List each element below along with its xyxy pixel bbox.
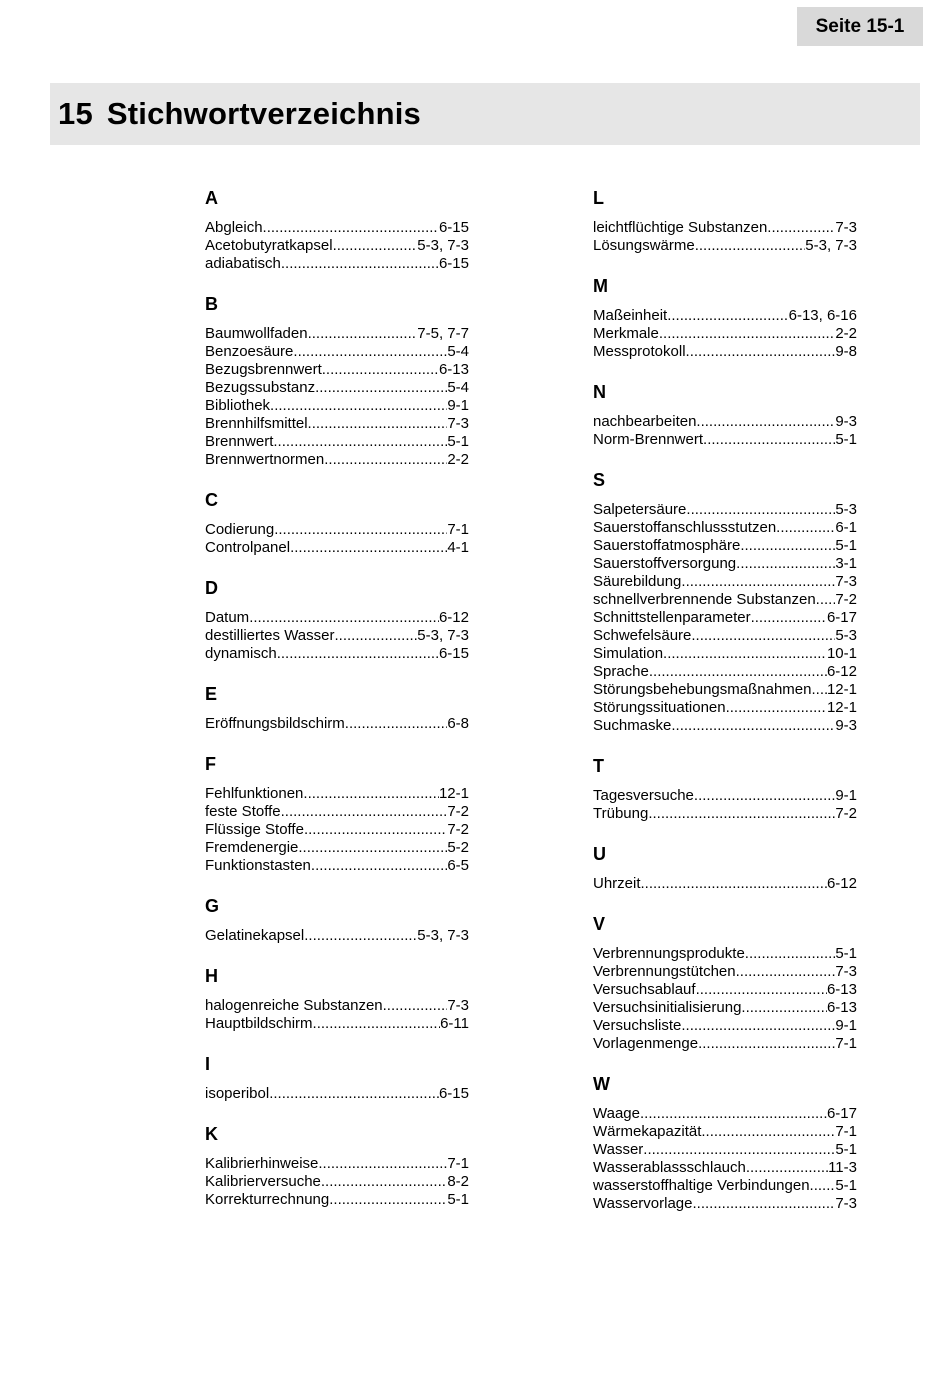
index-entry: [205, 1191, 469, 1209]
dot-leader: [318, 1155, 447, 1173]
index-page-ref: 7-3: [835, 219, 857, 236]
dot-leader: [298, 839, 447, 857]
dot-leader: [649, 663, 827, 681]
dot-leader: [303, 785, 439, 803]
dot-leader: [746, 1159, 828, 1177]
index-section: [593, 273, 857, 361]
index-entry: [205, 609, 469, 627]
index-term: Merkmale: [593, 325, 659, 342]
index-page-ref: 6-13: [826, 999, 857, 1016]
index-entry: [593, 431, 857, 449]
index-entry: [593, 537, 857, 555]
index-page-ref: 7-3: [835, 573, 857, 590]
index-term: Norm-Brennwert: [593, 431, 704, 448]
dot-leader: [692, 1195, 835, 1213]
index-term: Versuchsablauf: [593, 981, 696, 998]
index-page-ref: 5-1: [835, 537, 857, 554]
index-term: isoperibol: [205, 1085, 270, 1102]
dot-leader: [281, 803, 448, 821]
index-entry: [593, 573, 857, 591]
dot-leader: [290, 539, 447, 557]
index-entry: [205, 857, 469, 875]
index-page-ref: 6-15: [438, 219, 469, 236]
index-page-ref: 6-13: [438, 361, 469, 378]
index-term: Brennwert: [205, 433, 274, 450]
index-page-ref: 5-3, 7-3: [417, 237, 469, 254]
index-entry: [205, 415, 469, 433]
dot-leader: [277, 645, 439, 663]
index-page-ref: 6-17: [826, 1105, 857, 1122]
dot-leader: [698, 1035, 835, 1053]
index-entry: [205, 715, 469, 733]
index-entry: [593, 555, 857, 573]
index-term: Sauerstoffatmosphäre: [593, 537, 741, 554]
index-entry: [593, 805, 857, 823]
index-section: [205, 575, 469, 663]
index-page-ref: 5-1: [835, 1141, 857, 1158]
index-entry: [205, 1085, 469, 1103]
index-term: Kalibrierversuche: [205, 1173, 321, 1190]
dot-leader: [308, 325, 418, 343]
dot-leader: [741, 999, 827, 1017]
chapter-number: 15: [58, 96, 93, 131]
index-term: Abgleich: [205, 219, 263, 236]
index-page-ref: 11-3: [828, 1159, 857, 1176]
index-entry: [593, 999, 857, 1017]
dot-leader: [324, 451, 447, 469]
dot-leader: [643, 1141, 835, 1159]
index-entry: [205, 803, 469, 821]
index-page-ref: 5-1: [835, 945, 857, 962]
page-number-label: Seite 15-1: [797, 7, 923, 46]
dot-leader: [329, 1191, 447, 1209]
index-page-ref: 5-3, 7-3: [417, 627, 469, 644]
dot-leader: [304, 821, 447, 839]
index-entry: [593, 307, 857, 325]
dot-leader: [322, 361, 439, 379]
index-entry: [593, 699, 857, 717]
section-letter-heading: V: [593, 914, 606, 934]
index-page-ref: 2-2: [835, 325, 857, 342]
index-term: nachbearbeiten: [593, 413, 697, 430]
index-entry: [593, 501, 857, 519]
index-term: halogenreiche Substanzen: [205, 997, 383, 1014]
index-page-ref: 6-13, 6-16: [788, 307, 857, 324]
index-entry: [205, 343, 469, 361]
dot-leader: [270, 397, 447, 415]
index-entry: [205, 785, 469, 803]
dot-leader: [726, 699, 827, 717]
index-page-ref: 5-3: [835, 501, 857, 518]
index-page-ref: 7-1: [447, 1155, 469, 1172]
index-page-ref: 7-3: [447, 415, 469, 432]
index-term: Waage: [593, 1105, 640, 1122]
dot-leader: [736, 963, 836, 981]
index-entry: [205, 1015, 469, 1033]
index-entry: [205, 1155, 469, 1173]
index-section: [205, 681, 469, 733]
index-term: adiabatisch: [205, 255, 281, 272]
dot-leader: [293, 343, 447, 361]
index-term: Wasserablassschlauch: [593, 1159, 746, 1176]
index-page-ref: 7-3: [835, 963, 857, 980]
index-entry: [593, 1123, 857, 1141]
index-page-ref: 7-1: [835, 1035, 857, 1052]
index-page-ref: 5-4: [447, 343, 469, 360]
index-term: schnellverbrennende Substanzen: [593, 591, 816, 608]
index-entry: [593, 343, 857, 361]
index-section: [593, 911, 857, 1053]
index-entry: [593, 1141, 857, 1159]
dot-leader: [736, 555, 835, 573]
index-term: Bibliothek: [205, 397, 271, 414]
index-page-ref: 12-1: [826, 699, 857, 716]
index-page-ref: 6-15: [438, 255, 469, 272]
index-term: Sauerstoffversorgung: [593, 555, 737, 572]
section-letter-heading: K: [205, 1124, 218, 1144]
dot-leader: [311, 857, 447, 875]
index-entry: [205, 821, 469, 839]
index-entry: [593, 237, 857, 255]
index-page-ref: 9-1: [447, 397, 469, 414]
dot-leader: [671, 717, 835, 735]
index-page-ref: 9-1: [835, 787, 857, 804]
index-term: Kalibrierhinweise: [205, 1155, 319, 1172]
dot-leader: [667, 307, 788, 325]
section-letter-heading: U: [593, 844, 606, 864]
index-term: Salpetersäure: [593, 501, 687, 518]
index-term: destilliertes Wasser: [205, 627, 335, 644]
index-entry: [593, 1195, 857, 1213]
index-term: Fehlfunktionen: [205, 785, 304, 802]
dot-leader: [249, 609, 439, 627]
dot-leader: [681, 573, 835, 591]
section-letter-heading: C: [205, 490, 218, 510]
index-entry: [205, 237, 469, 255]
index-entry: [593, 219, 857, 237]
index-term: Trübung: [593, 805, 649, 822]
index-section: [593, 841, 857, 893]
section-letter-heading: G: [205, 896, 220, 916]
index-term: Wasservorlage: [593, 1195, 693, 1212]
index-term: Versuchsliste: [593, 1017, 682, 1034]
index-entry: [205, 219, 469, 237]
index-page-ref: 5-3: [835, 627, 857, 644]
dot-leader: [691, 627, 835, 645]
index-section: [205, 487, 469, 557]
index-entry: [593, 945, 857, 963]
dot-leader: [274, 521, 447, 539]
section-letter-heading: W: [593, 1074, 610, 1094]
index-page-ref: 7-2: [447, 821, 469, 838]
index-term: Vorlagenmenge: [593, 1035, 699, 1052]
dot-leader: [304, 927, 417, 945]
dot-leader: [701, 1123, 835, 1141]
dot-leader: [321, 1173, 447, 1191]
index-page-ref: 12-1: [438, 785, 469, 802]
index-entry: [205, 433, 469, 451]
section-letter-heading: S: [593, 470, 606, 490]
index-entry: [205, 325, 469, 343]
index-term: Baumwollfaden: [205, 325, 308, 342]
index-term: Versuchsinitialisierung: [593, 999, 742, 1016]
index-term: Störungsbehebungsmaßnahmen: [593, 681, 812, 698]
dot-leader: [816, 591, 836, 609]
index-entry: [593, 787, 857, 805]
index-term: Eröffnungsbildschirm: [205, 715, 345, 732]
index-term: Verbrennungstütchen: [593, 963, 736, 980]
index-page-ref: 6-12: [438, 609, 469, 626]
index-entry: [205, 627, 469, 645]
index-section: [593, 1071, 857, 1213]
index-section: [593, 185, 857, 255]
index-page-ref: 7-2: [447, 803, 469, 820]
index-section: [205, 963, 469, 1033]
dot-leader: [263, 219, 439, 237]
index-entry: [593, 1017, 857, 1035]
index-page-ref: 7-2: [835, 591, 857, 608]
dot-leader: [345, 715, 448, 733]
index-entry: [593, 591, 857, 609]
section-letter-heading: T: [593, 756, 604, 776]
index-entry: [593, 627, 857, 645]
index-entry: [593, 963, 857, 981]
index-page-ref: 6-5: [447, 857, 469, 874]
dot-leader: [334, 627, 417, 645]
index-page-ref: 4-1: [447, 539, 469, 556]
index-page-ref: 8-2: [447, 1173, 469, 1190]
index-page-ref: 7-2: [835, 805, 857, 822]
index-page-ref: 9-3: [835, 413, 857, 430]
index-term: Brennwertnormen: [205, 451, 325, 468]
index-entry: [593, 981, 857, 999]
index-entry: [593, 1177, 857, 1195]
index-page-ref: 6-13: [826, 981, 857, 998]
index-term: Simulation: [593, 645, 664, 662]
index-section: [205, 893, 469, 945]
dot-leader: [281, 255, 439, 273]
index-page-ref: 6-15: [438, 1085, 469, 1102]
index-term: Uhrzeit: [593, 875, 641, 892]
dot-leader: [648, 805, 835, 823]
dot-leader: [659, 325, 835, 343]
index-page-ref: 12-1: [826, 681, 857, 698]
index-page-ref: 7-1: [447, 521, 469, 538]
index-section: [205, 1121, 469, 1209]
index-page-ref: 9-8: [835, 343, 857, 360]
index-entry: [205, 451, 469, 469]
dot-leader: [740, 537, 835, 555]
index-entry: [205, 397, 469, 415]
dot-leader: [695, 237, 806, 255]
dot-leader: [681, 1017, 835, 1035]
index-entry: [593, 681, 857, 699]
index-section: [205, 1051, 469, 1103]
index-entry: [205, 379, 469, 397]
dot-leader: [696, 413, 835, 431]
index-term: Wärmekapazität: [593, 1123, 702, 1140]
index-term: Benzoesäure: [205, 343, 294, 360]
index-entry: [593, 519, 857, 537]
index-page-ref: 5-3, 7-3: [417, 927, 469, 944]
index-term: Codierung: [205, 521, 275, 538]
index-term: Bezugsbrennwert: [205, 361, 322, 378]
index-entry: [205, 361, 469, 379]
index-term: Störungssituationen: [593, 699, 726, 716]
index-term: Messprotokoll: [593, 343, 686, 360]
index-page-ref: 6-17: [826, 609, 857, 626]
index-term: Korrekturrechnung: [205, 1191, 330, 1208]
index-term: Hauptbildschirm: [205, 1015, 313, 1032]
index-term: Suchmaske: [593, 717, 672, 734]
index-page-ref: 3-1: [835, 555, 857, 572]
index-entry: [205, 839, 469, 857]
dot-leader: [641, 875, 827, 893]
index-page-ref: 7-3: [447, 997, 469, 1014]
section-letter-heading: D: [205, 578, 218, 598]
index-term: Funktionstasten: [205, 857, 311, 874]
dot-leader: [315, 379, 447, 397]
index-entry: [593, 663, 857, 681]
index-term: Fremdenergie: [205, 839, 299, 856]
dot-leader: [696, 981, 827, 999]
index-page-ref: 5-2: [447, 839, 469, 856]
dot-leader: [694, 787, 835, 805]
index-entry: [593, 1105, 857, 1123]
index-term: Lösungswärme: [593, 237, 695, 254]
index-page-ref: 2-2: [447, 451, 469, 468]
section-letter-heading: B: [205, 294, 218, 314]
index-page-ref: 6-12: [826, 875, 857, 892]
index-entry: [593, 645, 857, 663]
index-page-ref: 6-1: [835, 519, 857, 536]
index-column-left: [205, 185, 469, 1209]
index-term: Controlpanel: [205, 539, 291, 556]
index-term: Brennhilfsmittel: [205, 415, 308, 432]
index-page-ref: 6-8: [447, 715, 469, 732]
index-column-right: [593, 185, 857, 1213]
dot-leader: [273, 433, 447, 451]
index-term: Schnittstellenparameter: [593, 609, 751, 626]
index-page-ref: 6-11: [440, 1015, 469, 1032]
index-term: Gelatinekapsel: [205, 927, 305, 944]
dot-leader: [811, 681, 826, 699]
index-entry: [593, 1159, 857, 1177]
dot-leader: [810, 1177, 836, 1195]
index-section: [205, 291, 469, 469]
index-entry: [205, 255, 469, 273]
dot-leader: [686, 343, 836, 361]
index-term: Sprache: [593, 663, 649, 680]
dot-leader: [640, 1105, 827, 1123]
section-letter-heading: L: [593, 188, 604, 208]
section-letter-heading: I: [205, 1054, 211, 1074]
dot-leader: [686, 501, 835, 519]
dot-leader: [333, 237, 418, 255]
dot-leader: [751, 609, 827, 627]
index-entry: [593, 413, 857, 431]
index-entry: [205, 539, 469, 557]
dot-leader: [745, 945, 836, 963]
index-term: Bezugssubstanz: [205, 379, 316, 396]
index-page-ref: 9-3: [835, 717, 857, 734]
index-entry: [593, 875, 857, 893]
index-term: Datum: [205, 609, 250, 626]
index-section: [593, 379, 857, 449]
section-letter-heading: M: [593, 276, 608, 296]
index-page-ref: 7-3: [835, 1195, 857, 1212]
index-section: [205, 185, 469, 273]
index-entry: [205, 927, 469, 945]
index-entry: [205, 997, 469, 1015]
dot-leader: [313, 1015, 441, 1033]
index-entry: [593, 717, 857, 735]
index-page-ref: 5-1: [835, 1177, 857, 1194]
index-page-ref: 7-1: [835, 1123, 857, 1140]
index-page-ref: 10-1: [826, 645, 857, 662]
dot-leader: [269, 1085, 439, 1103]
index-page-ref: 5-1: [835, 431, 857, 448]
index-section: [593, 753, 857, 823]
index-term: Flüssige Stoffe: [205, 821, 304, 838]
index-term: dynamisch: [205, 645, 277, 662]
index-page-ref: 6-15: [438, 645, 469, 662]
index-page-ref: 5-3, 7-3: [805, 237, 857, 254]
section-letter-heading: E: [205, 684, 218, 704]
index-page-ref: 9-1: [835, 1017, 857, 1034]
index-entry: [205, 1173, 469, 1191]
index-entry: [205, 521, 469, 539]
index-entry: [593, 1035, 857, 1053]
index-term: Sauerstoffanschlussstutzen: [593, 519, 777, 536]
index-term: feste Stoffe: [205, 803, 281, 820]
index-term: Acetobutyratkapsel: [205, 237, 333, 254]
index-term: Säurebildung: [593, 573, 682, 590]
section-letter-heading: F: [205, 754, 216, 774]
section-letter-heading: H: [205, 966, 218, 986]
dot-leader: [663, 645, 827, 663]
index-page-ref: 5-1: [447, 433, 469, 450]
index-page-ref: 5-4: [447, 379, 469, 396]
dot-leader: [776, 519, 835, 537]
index-term: Maßeinheit: [593, 307, 668, 324]
index-term: Tagesversuche: [593, 787, 694, 804]
index-section: [593, 467, 857, 735]
chapter-title-bar: [50, 83, 920, 145]
index-page-ref: 7-5, 7-7: [417, 325, 469, 342]
index-term: Schwefelsäure: [593, 627, 692, 644]
dot-leader: [767, 219, 835, 237]
dot-leader: [383, 997, 448, 1015]
section-letter-heading: N: [593, 382, 606, 402]
dot-leader: [703, 431, 835, 449]
dot-leader: [308, 415, 448, 433]
index-term: leichtflüchtige Substanzen: [593, 219, 768, 236]
index-entry: [593, 325, 857, 343]
chapter-title: Stichwortverzeichnis: [106, 96, 421, 131]
section-letter-heading: A: [205, 188, 218, 208]
index-term: wasserstoffhaltige Verbindungen: [593, 1177, 810, 1194]
index-page-ref: 6-12: [826, 663, 857, 680]
index-term: Verbrennungsprodukte: [593, 945, 745, 962]
index-term: Wasser: [593, 1141, 644, 1158]
index-page-ref: 5-1: [447, 1191, 469, 1208]
index-entry: [205, 645, 469, 663]
index-section: [205, 751, 469, 875]
index-entry: [593, 609, 857, 627]
